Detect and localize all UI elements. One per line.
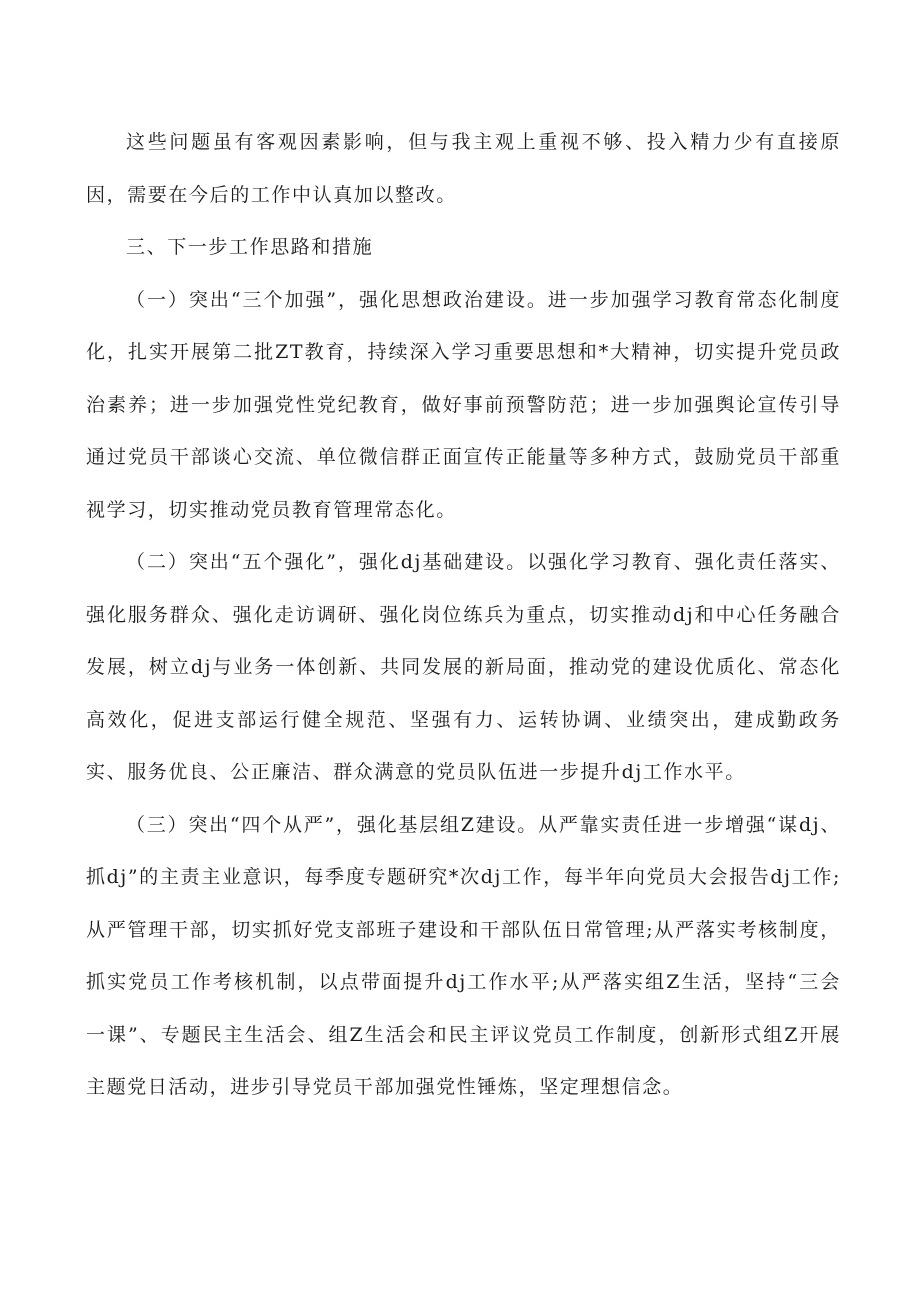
- section-heading: 三、下一步工作思路和措施: [126, 236, 374, 258]
- paragraph-intro: 这些问题虽有客观因素影响，但与我主观上重视不够、投入精力少有直接原因，需要在今后的工作中认真加以整改。: [86, 131, 841, 206]
- paragraph-measure-one: （一）突出“三个加强”，强化思想政治建设。进一步加强学习教育常态化制度化，扎实开展第二批ZT教育，持续深入学习重要思想和*大精神，切实提升党员政治素养；进一步加强党性党纪教育，做好事前预警防范；进一步加强舆论宣传引导通过党员干部谈心交流、单位微信群正面宣传正能量等多种方式，鼓励党员干部重视学习，切实推动党员教育管理常态化。: [86, 288, 841, 521]
- paragraph-measure-three: （三）突出“四个从严”，强化基层组Z建设。从严靠实责任进一步增强“谋dj、抓dj”的主责主业意识，每季度专题研究*次dj工作，每半年向党员大会报告dj工作;从严管理干部，切实抓好党支部班子建设和干部队伍日常管理;从严落实考核制度，抓实党员工作考核机制，以点带面提升dj工作水平;从严落实组Z生活，坚持“三会一课”、专题民主生活会、组Z生活会和民主评议党员工作制度，创新形式组Z开展主题党日活动，进步引导党员干部加强党性锤炼，坚定理想信念。: [86, 813, 841, 1098]
- paragraph-measure-two: （二）突出“五个强化”，强化dj基础建设。以强化学习教育、强化责任落实、强化服务群众、强化走访调研、强化岗位练兵为重点，切实推动dj和中心任务融合发展，树立dj与业务一体创新、共同发展的新局面，推动党的建设优质化、常态化高效化，促进支部运行健全规范、坚强有力、运转协调、业绩突出，建成勤政务实、服务优良、公正廉洁、群众满意的党员队伍进一步提升dj工作水平。: [86, 551, 841, 783]
- document-page: [86, 116, 841, 1114]
